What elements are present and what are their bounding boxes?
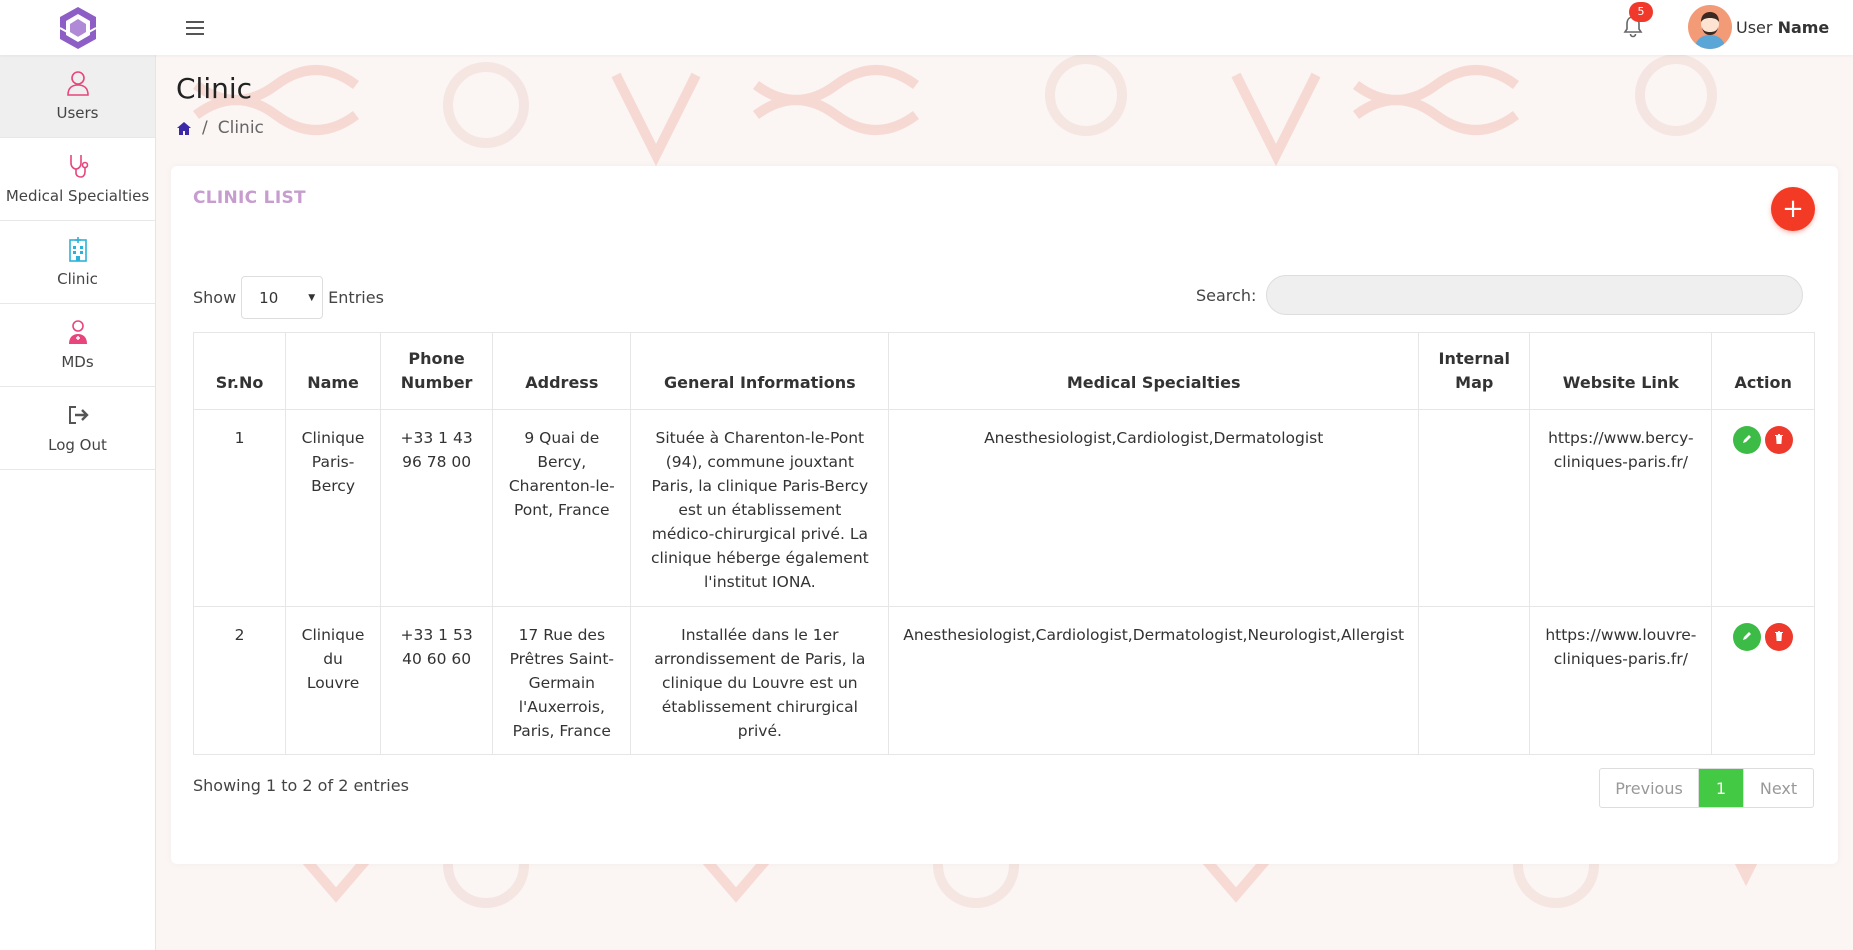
cell-sr-no: 2 <box>194 607 286 755</box>
cell-website-link: https://www.louvre-cliniques-paris.fr/ <box>1530 607 1712 755</box>
entries-label: Entries <box>328 288 384 307</box>
pencil-icon <box>1741 630 1753 642</box>
table-header-row <box>194 333 1815 410</box>
cell-name: Clinique Paris-Bercy <box>286 410 381 607</box>
sidebar-item-medical-specialties[interactable] <box>0 138 155 221</box>
delete-button[interactable] <box>1765 426 1793 454</box>
sidebar-item-label: MDs <box>61 353 94 371</box>
pencil-icon <box>1741 433 1753 445</box>
breadcrumb-separator: / <box>202 118 208 138</box>
sidebar-item-label: Medical Specialties <box>5 187 150 205</box>
cell-action <box>1712 410 1815 607</box>
user-icon <box>66 70 90 96</box>
top-navbar <box>0 0 1853 55</box>
page-1-button[interactable]: 1 <box>1699 769 1743 807</box>
user-first-name: User <box>1736 17 1773 37</box>
cell-internal-map <box>1419 410 1530 607</box>
search-control <box>1196 275 1803 315</box>
page-size-control <box>193 276 384 319</box>
page-title: Clinic <box>176 72 253 105</box>
logout-icon <box>66 402 90 428</box>
sidebar-item-label: Users <box>56 104 99 122</box>
cell-website-link: https://www.bercy-cliniques-paris.fr/ <box>1530 410 1712 607</box>
edit-button[interactable] <box>1733 426 1761 454</box>
avatar <box>1688 5 1732 49</box>
table-row <box>194 410 1815 607</box>
column-header-medical-specialties[interactable]: Medical Specialties <box>889 333 1419 410</box>
add-clinic-button[interactable]: + <box>1771 187 1815 231</box>
notification-count-badge: 5 <box>1629 2 1653 22</box>
hospital-building-icon <box>66 236 90 262</box>
column-header-sr-no[interactable]: Sr.No <box>194 333 286 410</box>
breadcrumb <box>176 118 264 138</box>
column-header-address[interactable]: Address <box>493 333 631 410</box>
previous-page-button[interactable]: Previous <box>1600 769 1699 807</box>
table-row <box>194 607 1815 755</box>
sidebar-item-mds[interactable] <box>0 304 155 387</box>
cell-action <box>1712 607 1815 755</box>
sidebar-item-log-out[interactable] <box>0 387 155 470</box>
sidebar-item-clinic[interactable] <box>0 221 155 304</box>
card-title: CLINIC LIST <box>193 188 306 208</box>
sidebar <box>0 55 156 950</box>
table-info: Showing 1 to 2 of 2 entries <box>193 776 409 795</box>
page-size-select[interactable] <box>241 276 323 319</box>
pagination <box>1599 768 1814 808</box>
cell-address: 9 Quai de Bercy, Charenton-le-Pont, France <box>493 410 631 607</box>
caret-down-icon: ▼ <box>308 293 316 303</box>
trash-icon <box>1773 433 1785 445</box>
next-page-button[interactable]: Next <box>1743 769 1813 807</box>
user-last-name: Name <box>1777 17 1830 37</box>
column-header-action[interactable]: Action <box>1712 333 1815 410</box>
column-header-internal-map[interactable]: Internal Map <box>1419 333 1530 410</box>
column-header-phone-number[interactable]: Phone Number <box>380 333 492 410</box>
breadcrumb-current: Clinic <box>217 118 264 138</box>
column-header-general-informations[interactable]: General Informations <box>631 333 889 410</box>
logo-icon <box>57 5 99 51</box>
column-header-website-link[interactable]: Website Link <box>1530 333 1712 410</box>
stethoscope-icon <box>66 153 90 179</box>
cell-general-info: Installée dans le 1er arrondissement de Paris, la clinique du Louvre est un établissement chirurgical privé. <box>631 607 889 755</box>
show-label: Show <box>193 288 237 307</box>
search-label: Search: <box>1196 285 1257 305</box>
app-logo[interactable] <box>0 0 156 55</box>
delete-button[interactable] <box>1765 623 1793 651</box>
edit-button[interactable] <box>1733 623 1761 651</box>
page-size-value: 10 <box>259 288 279 307</box>
clinic-list-card <box>171 166 1838 864</box>
user-menu[interactable] <box>1688 5 1829 49</box>
column-header-name[interactable]: Name <box>286 333 381 410</box>
user-name <box>1736 18 1829 37</box>
trash-icon <box>1773 630 1785 642</box>
doctor-icon <box>66 319 90 345</box>
cell-phone: +33 1 43 96 78 00 <box>380 410 492 607</box>
sidebar-item-label: Log Out <box>48 436 107 454</box>
cell-internal-map <box>1419 607 1530 755</box>
sidebar-item-users[interactable] <box>0 55 155 138</box>
search-input[interactable] <box>1266 275 1803 315</box>
sidebar-item-label: Clinic <box>57 270 98 288</box>
cell-sr-no: 1 <box>194 410 286 607</box>
cell-address: 17 Rue des Prêtres Saint-Germain l'Auxerrois, Paris, France <box>493 607 631 755</box>
menu-toggle-icon[interactable] <box>184 17 206 39</box>
clinic-table <box>193 332 1815 755</box>
cell-phone: +33 1 53 40 60 60 <box>380 607 492 755</box>
cell-medical-specialties: Anesthesiologist,Cardiologist,Dermatologist <box>889 410 1419 607</box>
home-icon[interactable] <box>176 121 192 136</box>
cell-name: Clinique du Louvre <box>286 607 381 755</box>
cell-medical-specialties: Anesthesiologist,Cardiologist,Dermatologist,Neurologist,Allergist <box>889 607 1419 755</box>
cell-general-info: Située à Charenton-le-Pont (94), commune jouxtant Paris, la clinique Paris-Bercy est un établissement médico-chirurgical privé. La clinique héberge également l'institut IONA. <box>631 410 889 607</box>
